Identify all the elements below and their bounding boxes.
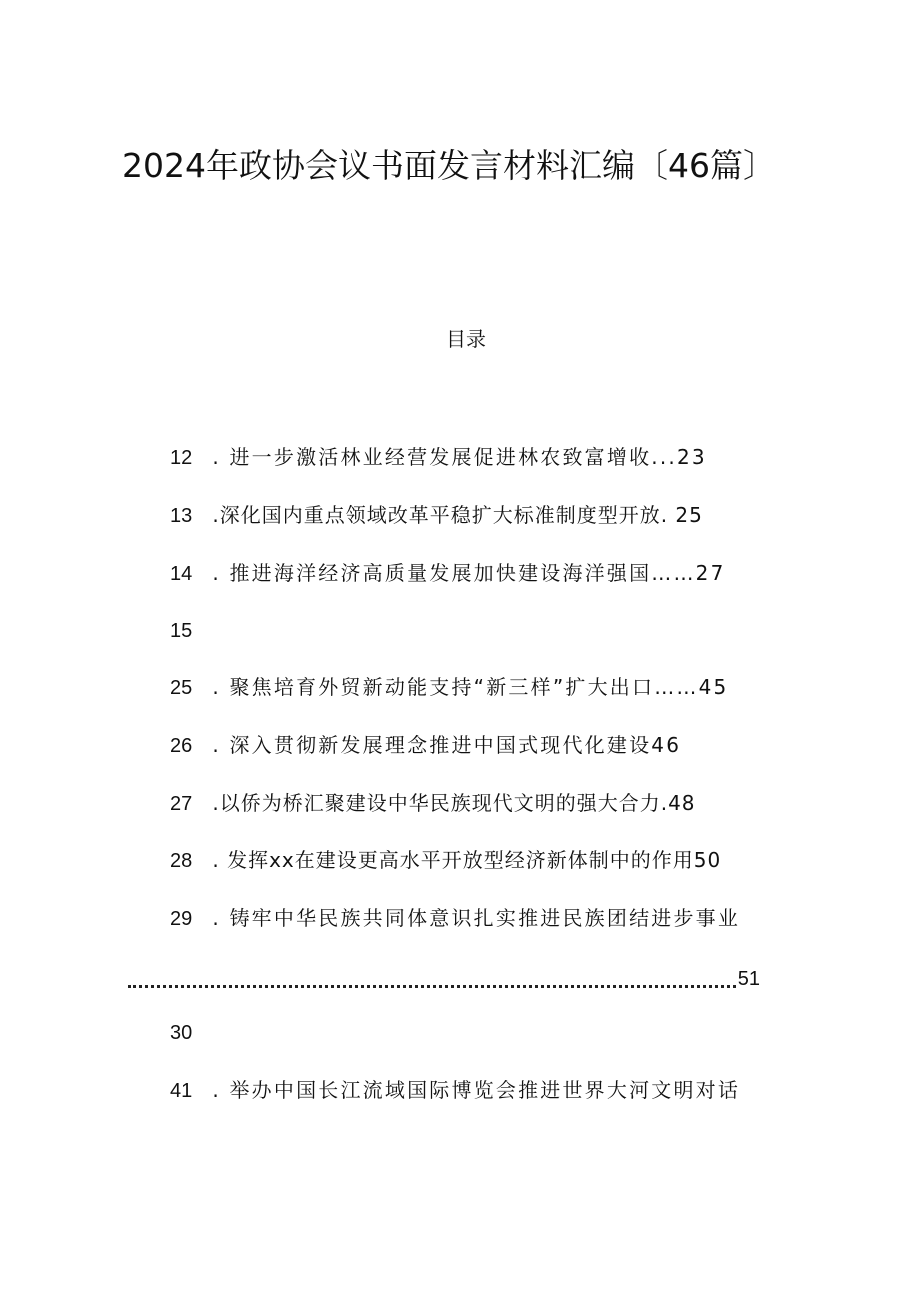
toc-entry-number: 29 [170,908,193,930]
toc-entry [170,500,703,530]
toc-entry-title: .以侨为桥汇聚建设中华民族现代文明的强大合力.48 [212,791,696,815]
toc-entry-number: 25 [170,677,193,699]
toc-entry-number: 41 [170,1080,193,1102]
toc-entry-number: 26 [170,735,193,757]
toc-entry-number: 30 [170,1022,193,1044]
toc-entry-number: 12 [170,447,193,469]
toc-entry [170,1017,206,1047]
toc-heading: 目录 [446,327,486,351]
toc-entry-number: 14 [170,563,193,585]
toc-entry [170,442,707,472]
toc-entry-title: . 发挥xx在建设更高水平开放型经济新体制中的作用50 [212,848,722,872]
toc-entry-title: . 举办中国长江流域国际博览会推进世界大河文明对话 [212,1078,741,1102]
toc-entry-title: . 推进海洋经济高质量发展加快建设海洋强国……27 [212,561,726,585]
toc-page-number: 51 [737,968,760,990]
toc-entry-title: .深化国内重点领域改革平稳扩大标准制度型开放. 25 [212,503,703,527]
toc-entry [170,1075,740,1105]
toc-entry-title: . 进一步激活林业经营发展促进林农致富增收...23 [212,445,707,469]
toc-entry-number: 28 [170,850,193,872]
toc-entry [170,615,206,645]
toc-entry-number: 27 [170,793,193,815]
toc-entry [170,845,721,875]
toc-entry [170,672,728,702]
toc-leader-line [128,964,760,994]
toc-entry-number: 13 [170,505,193,527]
toc-entry [170,730,681,760]
document-title: 2024年政协会议书面发言材料汇编〔46篇〕 [122,146,776,185]
dot-leader [128,985,736,988]
toc-entry-title: . 聚焦培育外贸新动能支持“新三样”扩大出口……45 [212,675,729,699]
toc-entry-number: 15 [170,620,193,642]
toc-entry [170,903,740,933]
toc-entry-title: . 深入贯彻新发展理念推进中国式现代化建设46 [212,733,682,757]
toc-entry-title: . 铸牢中华民族共同体意识扎实推进民族团结进步事业 [212,906,741,930]
toc-entry [170,788,696,818]
toc-entry [170,558,726,588]
